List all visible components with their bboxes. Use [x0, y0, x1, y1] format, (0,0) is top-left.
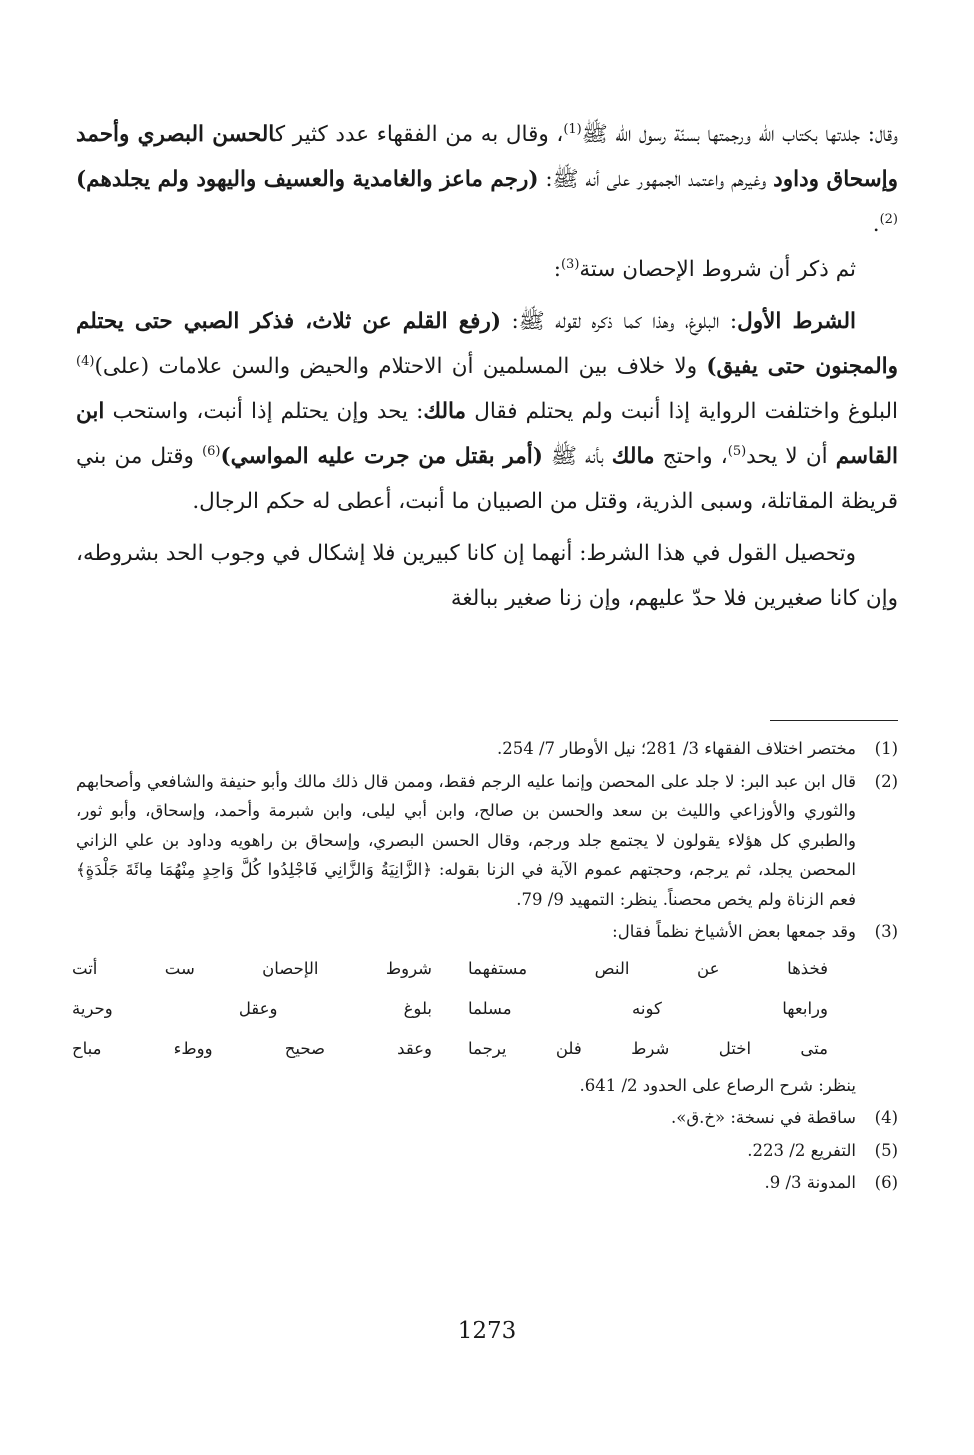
hadith-quote: (رجم ماعز والغامدية والعسيف واليهود ولم يجلدهم)	[76, 167, 539, 192]
paragraph-3	[76, 299, 898, 524]
footnote-text: مختصر اختلاف الفقهاء 3/ 281؛ نيل الأوطار 7/ 254.	[496, 739, 856, 758]
footnote-number: (5)	[874, 1140, 898, 1160]
footnote-6	[76, 1168, 898, 1198]
text-run: وقتل من بني قريظة المقاتلة، وسبى الذرية، وقتل من الصبيان ما أنبت، أعطى له حكم الرجال.	[76, 444, 898, 514]
paragraph-4: وتحصيل القول في هذا الشرط: أنهما إن كانا كبيرين فلا إشكال في وجوب الحد بشروطه، وإن كانا صغيرين فلا حدّ عليهم، وإن زنا صغير ببالغة	[76, 541, 898, 611]
poem-hemistich: بلوغ وعقل وحرية	[72, 998, 432, 1018]
footnote-ref: (4)	[76, 354, 95, 369]
footnote-number: (1)	[874, 739, 898, 758]
footnote-1	[76, 734, 898, 764]
paragraph-1	[76, 112, 898, 247]
footnote-5	[76, 1136, 898, 1166]
bold-names: الحسن البصري وأحمد وإسحاق وداود	[76, 122, 899, 192]
bold-name: مالك	[423, 399, 467, 424]
poem-intro: وقد جمعها بعض الأشياخ نظماً فقال:	[612, 922, 856, 941]
footnote-ref: (2)	[879, 212, 898, 227]
text-run: أن لا يحد	[746, 444, 836, 469]
text-run: ثم ذكر أن شروط الإحصان ستة	[579, 257, 856, 282]
poem-hemistich: فخذها عن النص مستفهما	[468, 958, 828, 978]
footnote-number: (2)	[874, 771, 898, 791]
hadith-quote: (أمر بقتل من جرت عليه المواسي)	[220, 444, 543, 469]
footnotes	[72, 734, 898, 1201]
poem-hemistich: متى اختل شرط فلن يرجما	[468, 1038, 828, 1058]
footnote-number: (6)	[874, 1173, 898, 1192]
footnote-ref: (6)	[202, 444, 221, 459]
footnote-number: (4)	[874, 1108, 898, 1127]
footnote-ref: (1)	[563, 122, 582, 137]
condition-heading: الشرط الأول	[737, 309, 856, 334]
text-run: : البلوغ، وهذا كما ذكره لقوله ﷺ:	[501, 309, 738, 334]
text-run: بأنه ﷺ	[542, 444, 612, 469]
hadith-quote: (رفع القلم عن ثلاث، فذكر الصبي حتى يحتلم والمجنون حتى يفيق)	[76, 309, 899, 379]
paragraph-2	[76, 247, 898, 292]
footnote-3	[72, 917, 898, 1100]
poem-hemistich: وعقد صحيح ووطء مباح	[72, 1038, 432, 1058]
text-run: البلوغ واختلفت الرواية إذا أنبت ولم يحتلم فقال	[466, 399, 898, 424]
footnote-text: المدونة 3/ 9.	[764, 1173, 856, 1192]
footnote-4	[76, 1103, 898, 1133]
text-run: ، وقال به من الفقهاء عدد كثير ك	[274, 122, 564, 147]
poem-hemistich: ورابعها كونه مسلما	[468, 998, 828, 1018]
poem-source: ينظر: شرح الرصاع على الحدود 2/ 641.	[579, 1075, 856, 1095]
body-text	[76, 112, 898, 621]
text-run: .	[872, 212, 880, 237]
text-run: وقال: جلدتها بكتاب الله ورجمتها بسنّة رسول الله ﷺ	[581, 122, 898, 147]
poem-hemistich: شروط الإحصان ست أتت	[72, 958, 432, 978]
main-text	[76, 112, 898, 621]
footnote-2	[76, 767, 898, 915]
text-run: :	[553, 257, 561, 282]
footnote-number: (3)	[874, 922, 898, 941]
text-run: ، واحتج	[654, 444, 728, 469]
bold-name: مالك	[611, 444, 655, 469]
poem	[72, 949, 828, 1069]
footnote-text: قال ابن عبد البر: لا جلد على المحصن وإنما عليه الرجم فقط، وممن قال ذلك مالك وأبو حنيفة والشافعي وأصحابهم والثوري والأوزاعي والليث بن سعد والحسن بن صالح، وابن أبي ليلى، وابن شبرمة وأحمد، وإسحاق، وأبو ثور، والطبري كل هؤلاء يقولون لا يجتمع جلد ورجم، وقال الحسن البصري، وإسحاق بن راهويه وداود بن علي الزاني المحصن يجلد، ثم يرجم، وحجتهم عموم الآية في الزنا بقوله:	[76, 771, 856, 879]
footnote-separator	[770, 720, 898, 721]
bold-name: ابن القاسم	[76, 399, 898, 469]
text-run: ولا خلاف بين المسلمين أن الاحتلام والحيض والسن علامات (على)	[94, 354, 707, 379]
text-run: : يحد وإن يحتلم إذا أنبت، واستحب	[104, 399, 424, 424]
quran-verse: ﴿الزَّانِيَةُ وَالزَّانِي فَاجْلِدُوا كُلَّ وَاحِدٍ مِنْهُمَا مِائَةَ جَلْدَةٍ﴾	[76, 860, 433, 879]
text-run: وغيرهم واعتمد الجمهور على أنه ﷺ:	[538, 167, 774, 192]
footnote-text: فعم الزناة ولم يخص محصناً. ينظر: التمهيد 9/ 79.	[516, 889, 856, 909]
footnote-text: التفريع 2/ 223.	[747, 1140, 856, 1160]
footnote-ref: (3)	[560, 257, 580, 272]
page-number: 1273	[457, 1318, 517, 1344]
footnote-text: ساقطة في نسخة: «خ.ق».	[671, 1108, 856, 1127]
footnote-ref: (5)	[727, 444, 747, 459]
